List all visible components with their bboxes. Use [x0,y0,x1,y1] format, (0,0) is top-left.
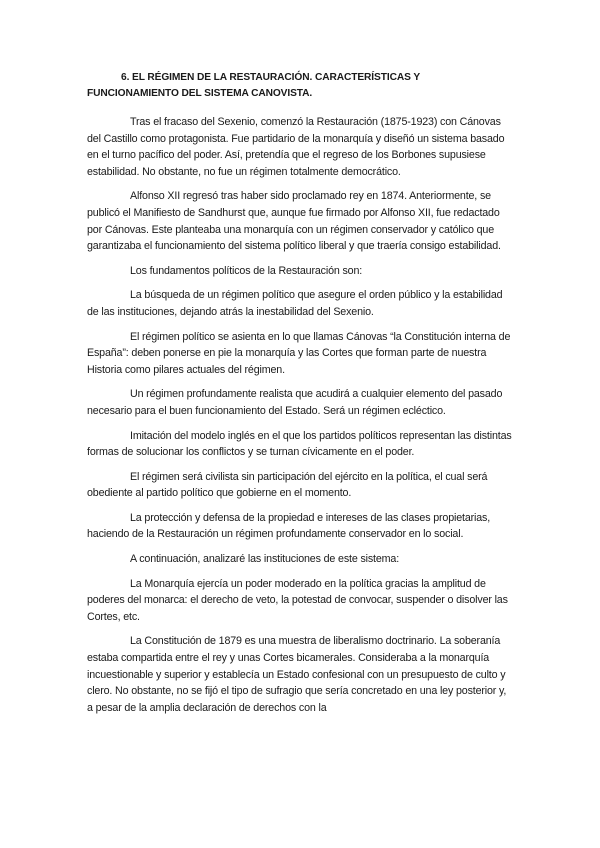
paragraph-monarquia: La Monarquía ejercía un poder moderado en la política gracias la amplitud de poderes del monarca: el derecho de veto, la potestad de convocar, suspender o disolver las Cortes, etc. [87,577,508,623]
paragraph-fundamento-orden: La búsqueda de un régimen político que asegure el orden público y la estabilidad de las instituciones, dejando atrás la inestabilidad del Sexenio. [87,289,503,318]
paragraph-instituciones-intro: A continuación, analizaré las instituciones de este sistema: [130,553,400,566]
paragraph-constitucion-1879: La Constitución de 1879 es una muestra de liberalismo doctrinario. La soberanía estaba compartida entre el rey y unas Cortes bicamerales. Consideraba a la monarquía incuestionable y superior y establecía un Estado confesional con un presupuesto de culto y clero. No obstante, no se fijó el tipo de sufragio que sería concretado en una ley posterior y, a pesar de la amplia declaración de derechos con la [87,635,507,714]
paragraph-fundamento-civilista: El régimen será civilista sin participación del ejército en la política, el cual será obediente al partido político que gobierne en el momento. [87,470,488,500]
paragraph-fundamento-constitucion-interna: El régimen político se asienta en lo que llamas Cánovas “la Constitución interna de España”: deben ponerse en pie la monarquía y las Cortes que forman parte de nuestra Historia como pilares actuales del régimen. [87,330,511,376]
paragraph-fundamento-propiedad: La protección y defensa de la propiedad e intereses de las clases propietarias, haciendo de la Restauración un régimen profundamente conservador en lo social. [87,511,491,541]
paragraph-intro: Tras el fracaso del Sexenio, comenzó la Restauración (1875-1923) con Cánovas del Castillo como protagonista. Fue partidario de la monarquía y diseñó un sistema basado en el turno pacífico del poder. Así, pretendía que el regreso de los Borbones supusiese estabilidad. No obstante, no fue un régimen totalmente democrático. [87,116,505,178]
paragraph-fundamento-modelo-ingles: Imitación del modelo inglés en el que los partidos políticos representan las distintas formas de solucionar los conflictos y se turnan cívicamente en el poder. [87,429,512,459]
paragraph-fundamentos-intro: Los fundamentos políticos de la Restauración son: [130,264,363,277]
section-heading: 6. EL RÉGIMEN DE LA RESTAURACIÓN. CARACTERÍSTICAS Y FUNCIONAMIENTO DEL SISTEMA CANOVISTA. [87,72,420,99]
paragraph-alfonso-xii: Alfonso XII regresó tras haber sido proclamado rey en 1874. Anteriormente, se publicó el Manifiesto de Sandhurst que, aunque fue firmado por Alfonso XII, fue redactado por Cánovas. Este planteaba una monarquía con un régimen conservador y católico que garantizaba el funcionamiento del sistema político liberal y que traería consigo estabilidad. [87,190,501,253]
paragraph-fundamento-realista: Un régimen profundamente realista que acudirá a cualquier elemento del pasado necesario para el buen funcionamiento del Estado. Será un régimen ecléctico. [87,388,503,417]
